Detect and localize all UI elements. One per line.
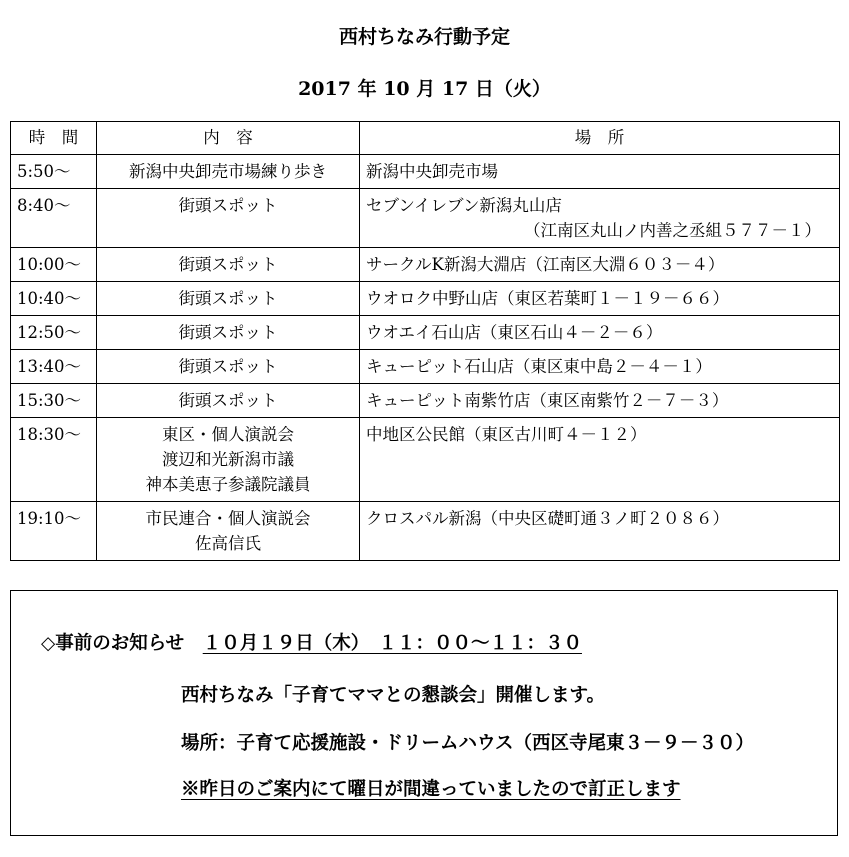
header-content: 内 容: [97, 122, 360, 155]
row-content: [97, 282, 360, 316]
table-row: [11, 248, 840, 282]
row-content-line: 街頭スポット: [178, 196, 278, 215]
row-content: [97, 418, 360, 502]
table-row: [11, 189, 840, 248]
row-place: [360, 155, 840, 189]
row-place: [360, 282, 840, 316]
row-time: 15:30～: [11, 384, 97, 418]
notice-event-line: 西村ちなみ「子育てママとの懇談会」開催します。: [181, 685, 606, 706]
row-place: [360, 418, 840, 502]
schedule-table: [10, 121, 840, 561]
row-place: [360, 350, 840, 384]
row-time: 8:40～: [11, 189, 97, 248]
row-content: [97, 502, 360, 561]
table-row: [11, 282, 840, 316]
row-place-main: キューピット南紫竹店（東区南紫竹２－７－３）: [366, 391, 729, 410]
row-place: [360, 248, 840, 282]
row-place-main: ウオエイ石山店（東区石山４－２－６）: [366, 323, 663, 342]
row-place-main: ウオロク中野山店（東区若葉町１－１９－６６）: [366, 289, 729, 308]
notice-correction-line: ※昨日のご案内にて曜日が間違っていましたので訂正します: [181, 779, 681, 800]
row-content-line: 街頭スポット: [178, 289, 278, 308]
notice-prefix: ◇事前のお知らせ: [41, 633, 185, 654]
row-place-main: サークルK新潟大淵店（江南区大淵６０３－４）: [366, 255, 725, 274]
row-place: [360, 316, 840, 350]
row-content-line: 佐高信氏: [195, 534, 261, 553]
row-time: 12:50～: [11, 316, 97, 350]
table-row: [11, 316, 840, 350]
row-content-line: 街頭スポット: [178, 255, 278, 274]
row-content: [97, 316, 360, 350]
row-place: [360, 189, 840, 248]
row-content: [97, 248, 360, 282]
row-place: [360, 502, 840, 561]
row-place-main: セブンイレブン新潟丸山店: [366, 196, 562, 215]
notice-datetime: １０月１９日（木） １１：００～１１：３０: [202, 633, 582, 654]
row-content: [97, 189, 360, 248]
notice-heading: [41, 629, 582, 655]
row-place: [360, 384, 840, 418]
row-time: 5:50～: [11, 155, 97, 189]
row-content-line: 街頭スポット: [178, 323, 278, 342]
table-header-row: [11, 122, 840, 155]
row-time: 10:00～: [11, 248, 97, 282]
row-place-main: 新潟中央卸売市場: [366, 162, 498, 181]
table-row: [11, 384, 840, 418]
header-time: 時 間: [11, 122, 97, 155]
row-content: [97, 155, 360, 189]
row-content-line: 新潟中央卸売市場練り歩き: [129, 162, 327, 181]
document-date: 2017 年 10 月 17 日（火）: [298, 78, 551, 100]
row-place-main: クロスパル新潟（中央区礎町通３ノ町２０８６）: [366, 509, 729, 528]
row-content-line: 東区・個人演説会: [162, 425, 294, 444]
notice-box: [10, 590, 838, 836]
table-row: [11, 155, 840, 189]
row-content-line: 市民連合・個人演説会: [145, 509, 311, 528]
table-row: [11, 418, 840, 502]
row-content-line: 渡辺和光新潟市議: [162, 450, 294, 469]
row-content: [97, 350, 360, 384]
header-place: 場 所: [360, 122, 840, 155]
row-content-line: 神本美恵子参議院議員: [145, 475, 311, 494]
row-content-line: 街頭スポット: [178, 357, 278, 376]
table-row: [11, 350, 840, 384]
row-time: 10:40～: [11, 282, 97, 316]
notice-location-line: 場所：子育て応援施設・ドリームハウス（西区寺尾東３－９－３０）: [181, 733, 754, 754]
row-time: 19:10～: [11, 502, 97, 561]
row-content-line: 街頭スポット: [178, 391, 278, 410]
row-time: 13:40～: [11, 350, 97, 384]
row-content: [97, 384, 360, 418]
row-place-main: 中地区公民館（東区古川町４－１２）: [366, 425, 647, 444]
row-place-main: キューピット石山店（東区東中島２－４－１）: [366, 357, 712, 376]
row-place-sub: （江南区丸山ノ内善之丞組５７７－１）: [524, 221, 821, 240]
row-time: 18:30～: [11, 418, 97, 502]
table-row: [11, 502, 840, 561]
document-title: 西村ちなみ行動予定: [338, 26, 510, 48]
